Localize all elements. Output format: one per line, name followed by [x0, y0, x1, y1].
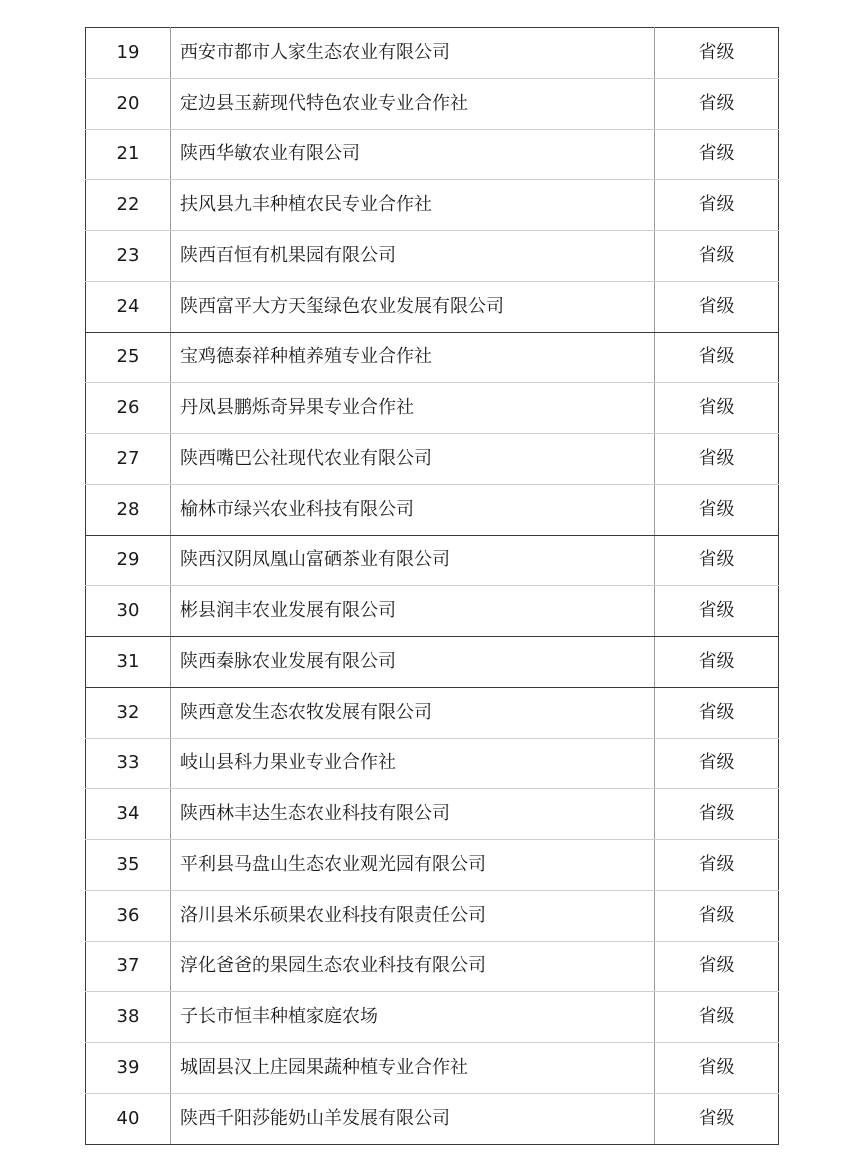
row-number: 22 [86, 180, 171, 231]
level-cell: 省级 [655, 332, 779, 383]
table-row [86, 738, 779, 789]
row-number: 19 [86, 28, 171, 79]
row-number: 24 [86, 281, 171, 332]
table-row [86, 1093, 779, 1144]
row-number: 27 [86, 434, 171, 485]
level-cell: 省级 [655, 434, 779, 485]
level-cell: 省级 [655, 840, 779, 891]
row-number: 35 [86, 840, 171, 891]
enterprise-name: 陕西华敏农业有限公司 [171, 129, 655, 180]
level-cell: 省级 [655, 484, 779, 535]
row-number: 36 [86, 890, 171, 941]
level-cell: 省级 [655, 1043, 779, 1094]
row-number: 31 [86, 637, 171, 688]
row-number: 40 [86, 1093, 171, 1144]
level-cell: 省级 [655, 180, 779, 231]
row-number: 29 [86, 535, 171, 586]
enterprise-name: 扶风县九丰种植农民专业合作社 [171, 180, 655, 231]
level-cell: 省级 [655, 28, 779, 79]
table-row [86, 180, 779, 231]
row-number: 34 [86, 789, 171, 840]
row-number: 21 [86, 129, 171, 180]
row-number: 33 [86, 738, 171, 789]
table-row [86, 231, 779, 282]
enterprise-name: 西安市都市人家生态农业有限公司 [171, 28, 655, 79]
enterprise-name: 陕西林丰达生态农业科技有限公司 [171, 789, 655, 840]
level-cell: 省级 [655, 738, 779, 789]
table-row [86, 890, 779, 941]
enterprise-name: 彬县润丰农业发展有限公司 [171, 586, 655, 637]
level-cell: 省级 [655, 231, 779, 282]
table-row [86, 992, 779, 1043]
enterprise-name: 丹凤县鹏烁奇异果专业合作社 [171, 383, 655, 434]
level-cell: 省级 [655, 789, 779, 840]
table-row [86, 789, 779, 840]
enterprise-name: 宝鸡德泰祥种植养殖专业合作社 [171, 332, 655, 383]
table-row [86, 434, 779, 485]
row-number: 23 [86, 231, 171, 282]
row-number: 30 [86, 586, 171, 637]
table-row [86, 383, 779, 434]
enterprise-list-table [85, 27, 779, 1145]
level-cell: 省级 [655, 281, 779, 332]
enterprise-name: 岐山县科力果业专业合作社 [171, 738, 655, 789]
row-number: 25 [86, 332, 171, 383]
row-number: 26 [86, 383, 171, 434]
table-row [86, 129, 779, 180]
level-cell: 省级 [655, 383, 779, 434]
enterprise-name: 城固县汉上庄园果蔬种植专业合作社 [171, 1043, 655, 1094]
table-row [86, 586, 779, 637]
level-cell: 省级 [655, 129, 779, 180]
enterprise-name: 榆林市绿兴农业科技有限公司 [171, 484, 655, 535]
table-row [86, 332, 779, 383]
enterprise-name: 陕西百恒有机果园有限公司 [171, 231, 655, 282]
enterprise-name: 平利县马盘山生态农业观光园有限公司 [171, 840, 655, 891]
level-cell: 省级 [655, 535, 779, 586]
level-cell: 省级 [655, 687, 779, 738]
table-row [86, 484, 779, 535]
table-row [86, 78, 779, 129]
enterprise-name: 陕西意发生态农牧发展有限公司 [171, 687, 655, 738]
enterprise-name: 陕西秦脉农业发展有限公司 [171, 637, 655, 688]
table-row [86, 535, 779, 586]
table-row [86, 687, 779, 738]
table-row [86, 941, 779, 992]
level-cell: 省级 [655, 890, 779, 941]
enterprise-name: 陕西嘴巴公社现代农业有限公司 [171, 434, 655, 485]
table-row [86, 281, 779, 332]
table-row [86, 840, 779, 891]
enterprise-name: 定边县玉薪现代特色农业专业合作社 [171, 78, 655, 129]
enterprise-name: 淳化爸爸的果园生态农业科技有限公司 [171, 941, 655, 992]
level-cell: 省级 [655, 78, 779, 129]
level-cell: 省级 [655, 1093, 779, 1144]
enterprise-name: 子长市恒丰种植家庭农场 [171, 992, 655, 1043]
enterprise-name: 陕西汉阴凤凰山富硒茶业有限公司 [171, 535, 655, 586]
enterprise-name: 陕西富平大方天玺绿色农业发展有限公司 [171, 281, 655, 332]
table-row [86, 28, 779, 79]
row-number: 37 [86, 941, 171, 992]
row-number: 28 [86, 484, 171, 535]
row-number: 38 [86, 992, 171, 1043]
level-cell: 省级 [655, 992, 779, 1043]
row-number: 20 [86, 78, 171, 129]
table-body [86, 28, 779, 1145]
table-row [86, 1043, 779, 1094]
level-cell: 省级 [655, 941, 779, 992]
level-cell: 省级 [655, 637, 779, 688]
row-number: 39 [86, 1043, 171, 1094]
table-row [86, 637, 779, 688]
enterprise-name: 陕西千阳莎能奶山羊发展有限公司 [171, 1093, 655, 1144]
row-number: 32 [86, 687, 171, 738]
enterprise-name: 洛川县米乐硕果农业科技有限责任公司 [171, 890, 655, 941]
level-cell: 省级 [655, 586, 779, 637]
